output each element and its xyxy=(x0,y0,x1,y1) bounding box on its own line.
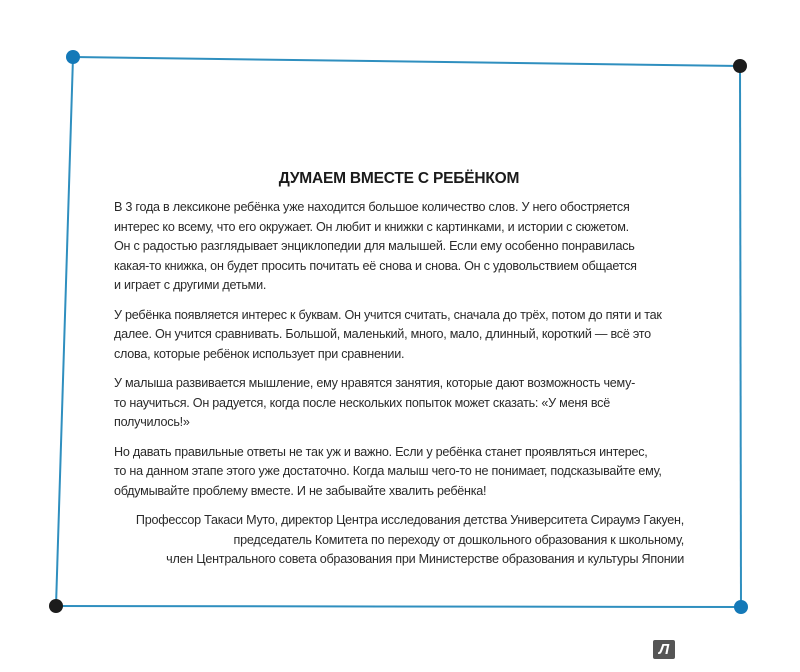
signature-line: член Центрального совета образования при Министерстве образования и культуры Японии xyxy=(166,552,684,566)
paragraph-line: Но давать правильные ответы не так уж и важно. Если у ребёнка станет проявляться интерес, xyxy=(114,444,648,459)
paragraph-line: У ребёнка появляется интерес к буквам. Он учится считать, сначала до трёх, потом до пяти и так xyxy=(114,307,662,322)
paragraph xyxy=(114,374,684,433)
paragraph-line: Он с радостью разглядывает энциклопедии для малышей. Если ему особенно понравилась xyxy=(114,239,635,253)
frame-line-right xyxy=(740,66,741,607)
paragraph-line: какая-то книжка, он будет просить почитать её снова и снова. Он с удовольствием общается xyxy=(114,258,637,273)
corner-dot-top-right xyxy=(733,59,747,73)
corner-dot-top-left xyxy=(66,50,80,64)
paragraph xyxy=(114,306,684,365)
signature-line: Профессор Такаси Муто, директор Центра исследования детства Университета Сираумэ Гакуен, xyxy=(135,513,684,527)
paragraph-line: слова, которые ребёнок использует при сравнении. xyxy=(114,346,405,361)
corner-dot-bottom-left xyxy=(49,599,63,613)
article-title: ДУМАЕМ ВМЕСТЕ С РЕБЁНКОМ xyxy=(278,170,520,187)
paragraph-line: то на данном этапе этого уже достаточно. Когда малыш чего-то не понимает, подсказывайте ему, xyxy=(114,464,662,478)
frame-line-bottom xyxy=(56,606,741,607)
article xyxy=(114,170,684,570)
paragraph-line: получилось!» xyxy=(114,415,190,429)
paragraph-line: интерес ко всему, что его окружает. Он любит и книжки с картинками, и истории с сюжетом. xyxy=(114,219,629,234)
article-body xyxy=(114,198,684,501)
paragraph-line: и играет с другими детьми. xyxy=(114,278,267,292)
paragraph-line: далее. Он учится сравнивать. Большой, маленький, много, мало, длинный, короткий — всё это xyxy=(114,327,651,341)
corner-dot-bottom-right xyxy=(734,600,748,614)
paragraph-line: обдумывайте проблему вместе. И не забывайте хвалить ребёнка! xyxy=(114,483,487,498)
author-signature xyxy=(114,511,684,570)
frame-line-top xyxy=(73,57,740,66)
publisher-logo-icon: Л xyxy=(653,640,675,659)
paragraph-line: У малыша развивается мышление, ему нравятся занятия, которые дают возможность чему- xyxy=(114,376,636,390)
paragraph-line: В 3 года в лексиконе ребёнка уже находится большое количество слов. У него обостряется xyxy=(114,200,630,214)
frame-line-left xyxy=(56,57,73,606)
signature-line: председатель Комитета по переходу от дошкольного образования к школьному, xyxy=(233,532,684,547)
paragraph-line: то научиться. Он радуется, когда после нескольких попыток может сказать: «У меня всё xyxy=(114,395,610,410)
paragraph xyxy=(114,198,684,296)
paragraph xyxy=(114,443,684,502)
